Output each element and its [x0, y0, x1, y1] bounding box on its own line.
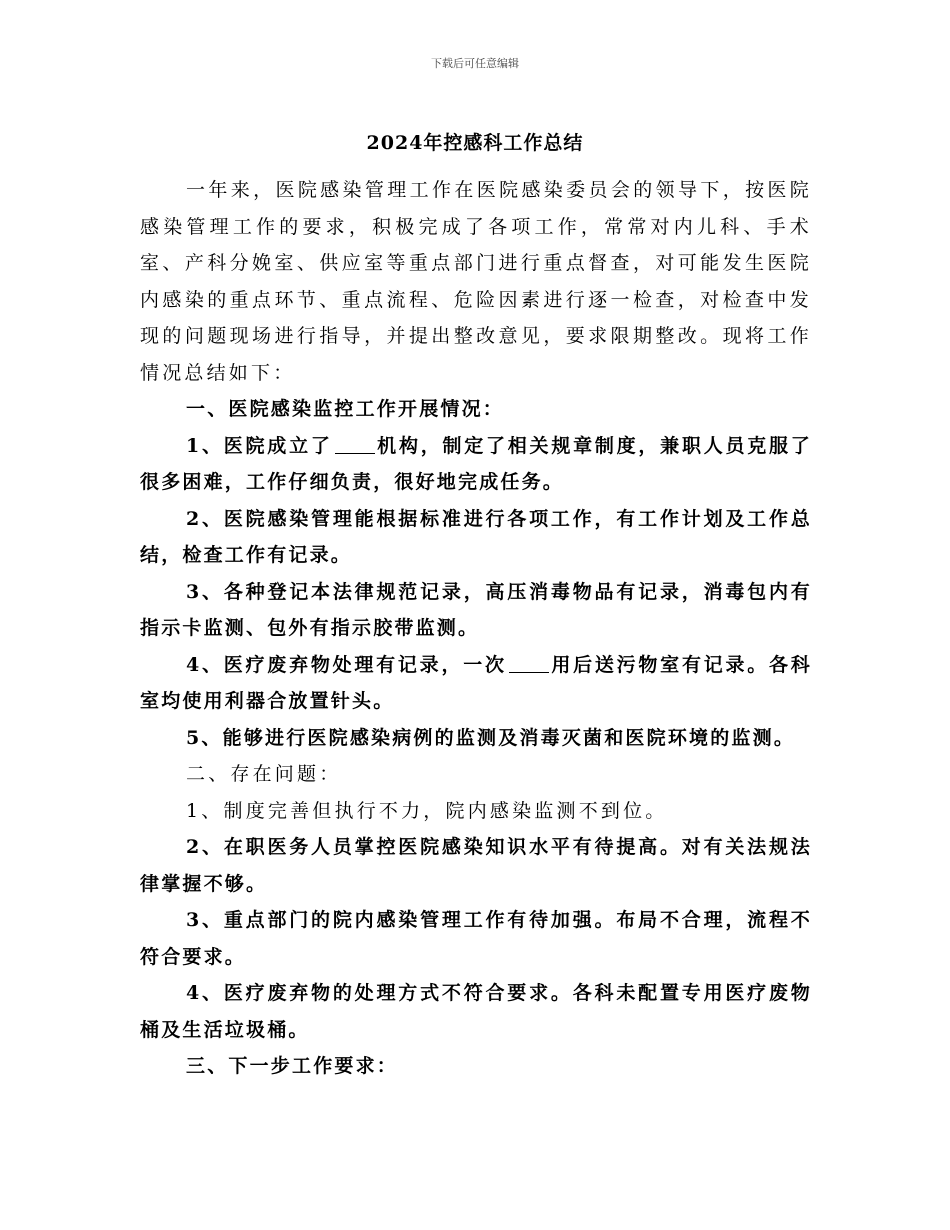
section-2-item-3: 3、重点部门的院内感染管理工作有待加强。布局不合理，流程不符合要求。	[140, 909, 812, 968]
intro-paragraph: 一年来，医院感染管理工作在医院感染委员会的领导下，按医院感染管理工作的要求，积极完成了各项工作，常常对内儿科、手术室、产科分娩室、供应室等重点部门进行重点督查，对可能发生医院内感染的重点环节、重点流程、危险因素进行逐一检查，对检查中发现的问题现场进行指导，并提出整改意见，要求限期整改。现将工作情况总结如下：	[140, 179, 812, 384]
document-body	[140, 172, 812, 1085]
section-1-item-2: 2、医院感染管理能根据标准进行各项工作，有工作计划及工作总结，检查工作有记录。	[140, 507, 812, 566]
section-2-heading: 二、存在问题：	[186, 763, 342, 785]
section-3-heading: 三、下一步工作要求：	[186, 1055, 399, 1077]
section-1-item-5: 5、能够进行医院感染病例的监测及消毒灭菌和医院环境的监测。	[186, 726, 796, 749]
section-1-item-4	[140, 647, 812, 720]
item-4-text-start: 4、医疗废弃物处理有记录，一次	[186, 653, 507, 676]
blank-underline	[509, 654, 549, 673]
item-1-text-start: 1、医院成立了	[186, 434, 333, 457]
section-1-heading: 一、医院感染监控工作开展情况：	[186, 398, 505, 420]
item-4-text-end: 用后送污物室有记录。各科室均使用利器合放置针头。	[140, 653, 812, 712]
section-1-item-3: 3、各种登记本法律规范记录，高压消毒物品有记录，消毒包内有指示卡监测、包外有指示胶带监测。	[140, 580, 812, 639]
header-note: 下载后可任意编辑	[431, 57, 519, 70]
blank-underline	[335, 435, 375, 454]
item-1-text-end: 机构，制定了相关规章制度，兼职人员克服了很多困难，工作仔细负责，很好地完成任务。	[140, 434, 812, 493]
section-1-item-1	[140, 428, 812, 501]
section-2-item-2: 2、在职医务人员掌控医院感染知识水平有待提高。对有关法规法律掌握不够。	[140, 836, 812, 895]
section-2-item-4: 4、医疗废弃物的处理方式不符合要求。各科未配置专用医疗废物桶及生活垃圾桶。	[140, 982, 812, 1041]
section-2-item-1: 1、制度完善但执行不力，院内感染监测不到位。	[186, 799, 668, 822]
document-title: 2024年控感科工作总结	[366, 132, 584, 154]
